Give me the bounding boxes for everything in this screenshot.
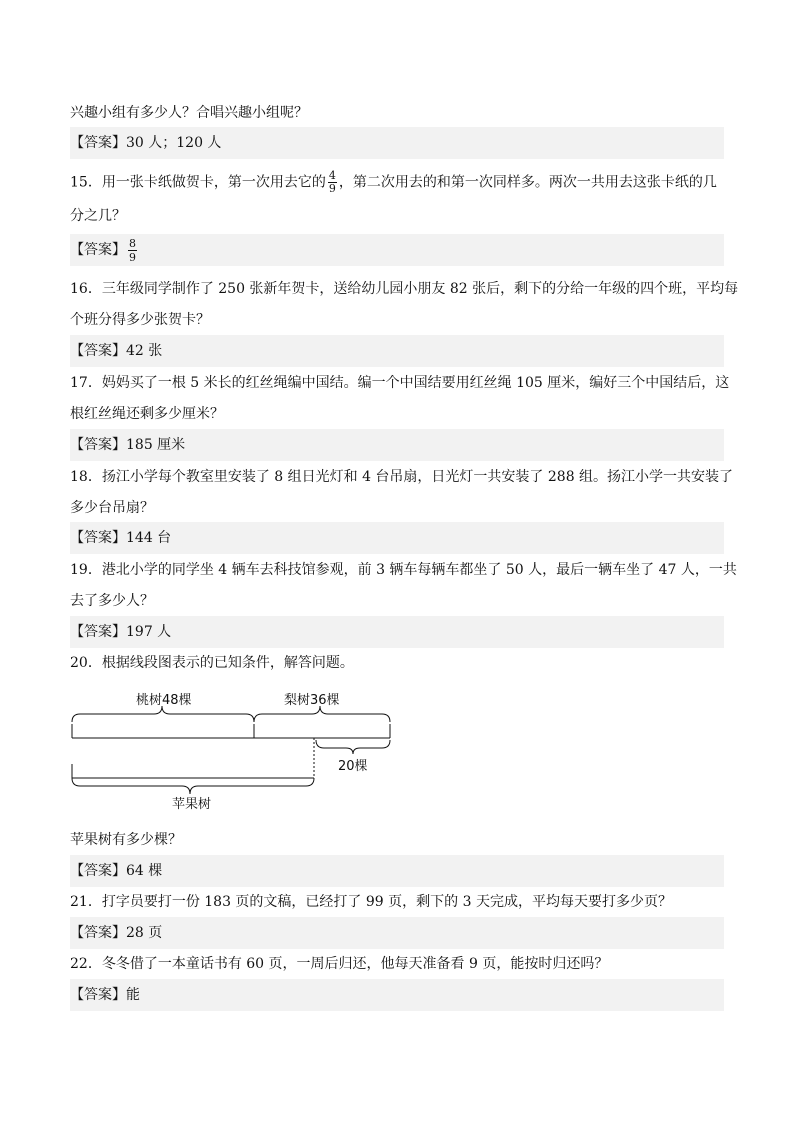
peach-brace [72,706,254,722]
question-text: 去了多少人？ [70,593,154,609]
answer-box [70,855,724,887]
answer-box [70,522,724,554]
question-text: 21．打字员要打一份 183 页的文稿，已经打了 99 页，剩下的 3 天完成，平均每天要打多少页？ [70,894,672,910]
answer-label: 【答案】 [70,863,126,879]
question-text: 15．用一张卡纸做贺卡，第一次用去它的 [70,174,326,191]
answer-value: 197 人 [126,624,172,640]
answer-box [70,429,724,461]
answer-box [70,616,724,648]
question-text: 苹果树有多少棵？ [70,832,182,848]
answer-value: 185 厘米 [126,437,186,453]
answer-box [70,917,724,949]
apple-label: 苹果树 [172,797,212,812]
pear-label: 梨树36棵 [284,693,340,708]
answer-label: 【答案】 [70,242,126,258]
fraction-denominator: 9 [328,182,336,195]
answer-value: 能 [126,987,140,1003]
fraction [328,170,337,195]
question-text: 20．根据线段图表示的已知条件，解答问题。 [70,655,354,671]
answer-label: 【答案】 [70,624,126,640]
answer-value: 144 台 [126,530,172,546]
question-text: 分之几？ [70,208,126,224]
answer-box [70,127,724,159]
question-15-line1 [70,170,724,195]
diff-brace [316,740,390,754]
fraction-denominator: 9 [129,250,136,264]
apple-brace [72,778,314,794]
diff-label: 20棵 [338,759,368,774]
question-text: 根红丝绳还剩多少厘米？ [70,406,224,422]
question-text: 19．港北小学的同学坐 4 辆车去科技馆参观，前 3 辆车每辆车都坐了 50 人，最后一辆车坐了 47 人，一共 [70,562,737,578]
fraction-numerator: 8 [129,236,136,250]
question-text: 个班分得多少张贺卡？ [70,312,210,328]
pear-brace [254,706,390,722]
answer-value: 28 页 [126,925,163,941]
question-text: 16．三年级同学制作了 250 张新年贺卡，送给幼儿园小朋友 82 张后，剩下的分给一年级的四个班，平均每 [70,281,739,297]
question-text: 17．妈妈买了一根 5 米长的红丝绳编中国结。编一个中国结要用红丝绳 105 厘米，编好三个中国结后，这 [70,375,730,391]
question-text: 多少台吊扇？ [70,500,154,516]
peach-label: 桃树48棵 [136,693,192,708]
question-text: 兴趣小组有多少人？合唱兴趣小组呢？ [70,105,308,121]
answer-label: 【答案】 [70,343,126,359]
answer-value: 42 张 [126,343,163,359]
fraction [128,237,137,264]
answer-label: 【答案】 [70,437,126,453]
fraction-numerator: 4 [328,169,336,182]
answer-box [70,979,724,1011]
answer-value: 64 棵 [126,863,163,879]
answer-label: 【答案】 [70,530,126,546]
answer-label: 【答案】 [70,135,126,151]
answer-box [70,335,724,367]
question-text: 18．扬江小学每个教室里安装了 8 组日光灯和 4 台吊扇，日光灯一共安装了 288 组。扬江小学一共安装了 [70,469,734,485]
answer-label: 【答案】 [70,987,126,1003]
answer-label: 【答案】 [70,925,126,941]
answer-value: 30 人；120 人 [126,135,222,151]
answer-box [70,234,724,266]
question-text: 22．冬冬借了一本童话书有 60 页，一周后归还，他每天准备看 9 页，能按时归还吗？ [70,956,609,972]
question-text: ，第二次用去的和第一次同样多。两次一共用去这张卡纸的几 [338,174,717,191]
line-segment-diagram [70,686,724,816]
